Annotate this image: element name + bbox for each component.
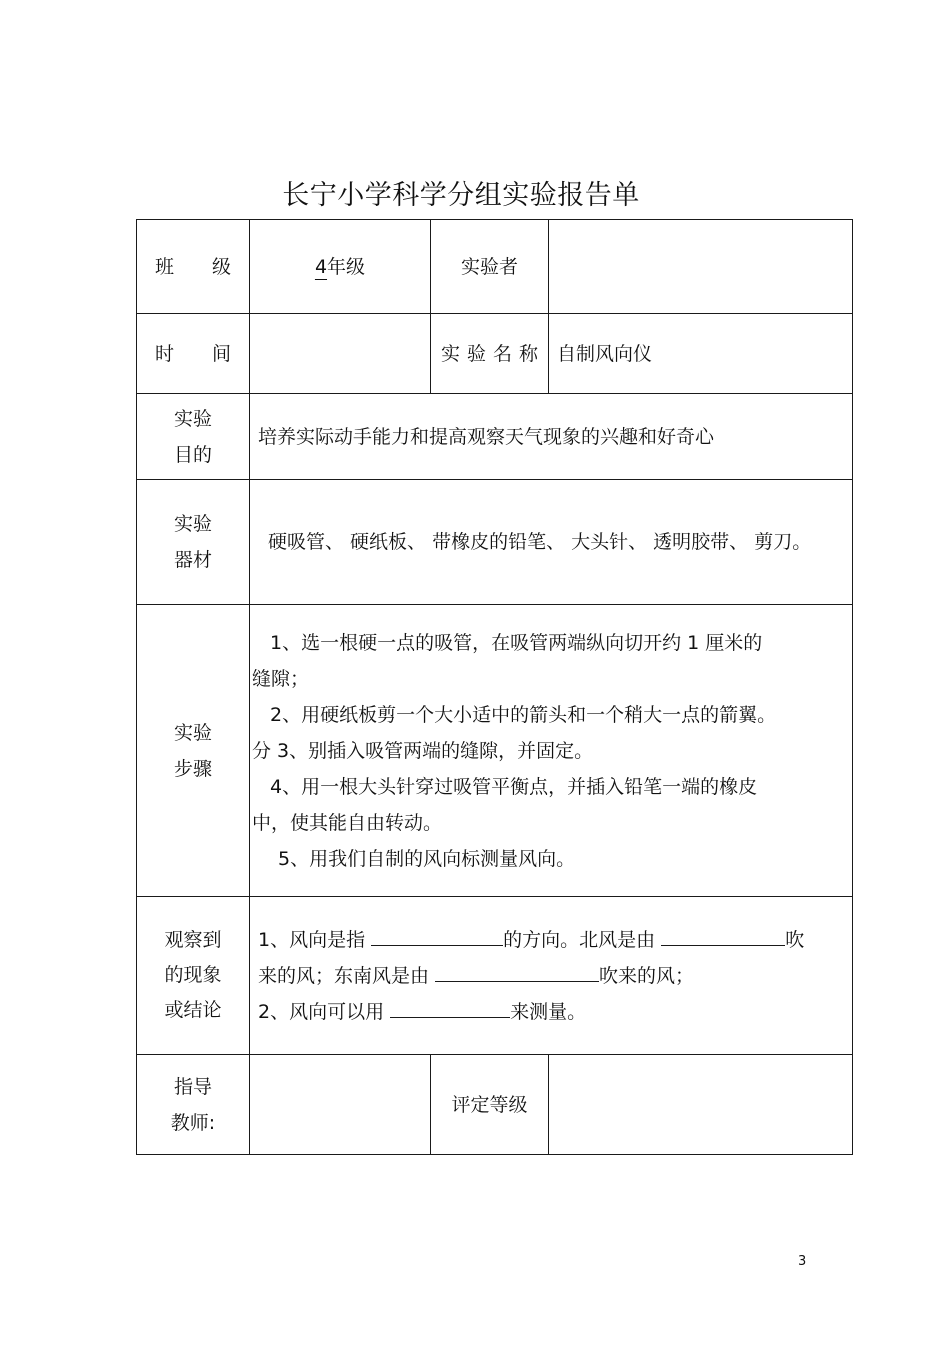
observation-label-cell — [137, 897, 250, 1055]
experimenter-label: 实验者 — [460, 255, 518, 278]
obs-text-2b: 吹来的风； — [599, 964, 695, 987]
experiment-name-label-cell — [431, 314, 549, 394]
experiment-name-value: 自制风向仪 — [549, 314, 853, 394]
experimenter-label-cell — [431, 220, 549, 314]
materials-value: 硬吸管、 硬纸板、 带橡皮的铅笔、 大头针、 透明胶带、 剪刀。 — [250, 480, 853, 605]
steps-label-line-1: 实验 — [173, 721, 212, 744]
teacher-value-cell — [250, 1055, 431, 1155]
experiment-name-label: 实验名称 — [440, 342, 545, 365]
observation-line-1 — [258, 922, 846, 958]
observation-content — [250, 897, 853, 1055]
rating-label-cell — [431, 1055, 549, 1155]
step-line-6: 中，使其能自由转动。 — [252, 811, 443, 834]
step-line-4: 分 3、别插入吸管两端的缝隙，并固定。 — [252, 739, 594, 762]
obs-text-1b: 的方向。北风是由 — [503, 928, 662, 951]
page-title: 长宁小学科学分组实验报告单 — [282, 180, 640, 211]
teacher-label-line-2: 教师: — [170, 1111, 216, 1134]
blank-southeast-wind[interactable] — [435, 961, 599, 982]
materials-label-cell — [137, 480, 250, 605]
teacher-label-line-1: 指导 — [173, 1075, 212, 1098]
obs-text-1a: 1、风向是指 — [258, 928, 372, 951]
time-label-cell — [137, 314, 269, 394]
grade-number: 4 — [314, 255, 328, 278]
steps-label-line-2: 步骤 — [173, 757, 212, 780]
blank-north-wind[interactable] — [661, 925, 785, 946]
observation-line-2 — [258, 958, 846, 994]
blank-measure-tool[interactable] — [390, 997, 510, 1018]
purpose-label-line-2: 目的 — [173, 443, 212, 466]
purpose-label-line-1: 实验 — [173, 407, 212, 430]
step-line-2: 缝隙； — [252, 667, 310, 690]
rating-label: 评定等级 — [451, 1093, 528, 1116]
materials-label-line-2: 器材 — [173, 549, 212, 571]
obs-text-3a: 2、风向可以用 — [258, 1000, 391, 1023]
obs-text-1c: 吹 — [785, 928, 805, 951]
purpose-label-cell — [137, 394, 250, 480]
step-line-3: 2、用硬纸板剪一个大小适中的箭头和一个稍大一点的箭翼。 — [270, 703, 777, 726]
time-value-cell — [250, 314, 431, 394]
step-line-7: 5、用我们自制的风向标测量风向。 — [278, 847, 576, 870]
purpose-value: 培养实际动手能力和提高观察天气现象的兴趣和好奇心 — [250, 394, 853, 480]
observation-label-line-2: 的现象 — [164, 964, 222, 986]
row-observation — [137, 897, 853, 1055]
row-time — [137, 314, 853, 394]
experimenter-value-cell — [549, 220, 853, 314]
page-number: 3 — [798, 1254, 807, 1269]
obs-text-2a: 来的风；东南风是由 — [258, 964, 436, 987]
row-purpose — [137, 394, 853, 480]
class-label: 班级 — [154, 255, 269, 278]
row-teacher — [137, 1055, 853, 1155]
grade-suffix: 年级 — [327, 255, 366, 278]
row-steps — [137, 605, 853, 897]
blank-wind-direction[interactable] — [371, 925, 503, 946]
report-table — [136, 219, 853, 1155]
steps-label-cell — [137, 605, 250, 897]
row-class — [137, 220, 853, 314]
obs-text-3b: 来测量。 — [510, 1000, 587, 1023]
time-label: 时间 — [154, 342, 269, 365]
step-line-1: 1、选一根硬一点的吸管，在吸管两端纵向切开约 1 厘米的 — [270, 631, 763, 654]
observation-line-3 — [258, 994, 846, 1030]
steps-content — [250, 605, 853, 897]
observation-label-line-1: 观察到 — [164, 929, 222, 951]
rating-value-cell — [549, 1055, 853, 1155]
step-line-5: 4、用一根大头针穿过吸管平衡点，并插入铅笔一端的橡皮 — [270, 775, 758, 798]
grade-value-cell — [250, 220, 431, 314]
teacher-label-cell — [137, 1055, 250, 1155]
class-label-cell — [137, 220, 269, 314]
row-materials — [137, 480, 853, 605]
observation-label-line-3: 或结论 — [164, 999, 222, 1021]
materials-label-line-1: 实验 — [173, 513, 212, 535]
